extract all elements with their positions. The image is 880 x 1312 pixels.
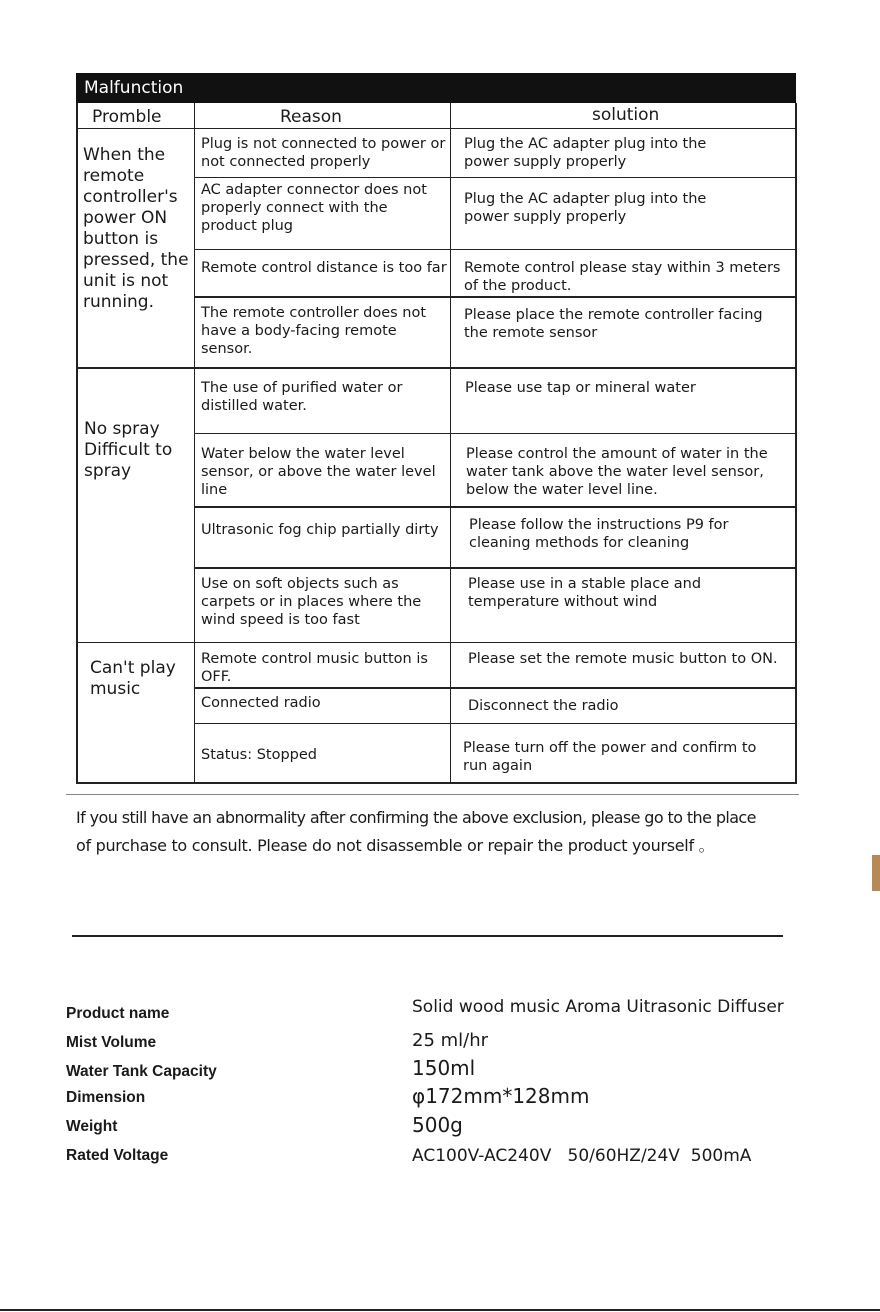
group-divider-2 [76,642,796,643]
problem-spray: No spray Difficult to spray [84,419,173,481]
row-divider [194,249,796,250]
page-edge-tab [872,855,880,891]
table-border-left [76,103,78,783]
solution-cell: Plug the AC adapter plug into the power supply properly [464,191,707,225]
solution-cell: Please control the amount of water in the water tank above the water level sensor, below the water level line. [466,446,768,498]
solution-cell: Please use in a stable place and temperature without wind [468,576,702,610]
solution-cell: Remote control please stay within 3 meters of the product. [464,260,781,294]
col-divider-2 [450,103,451,783]
row-divider [194,433,796,434]
spec-label-mist-volume: Mist Volume [66,1034,157,1051]
spec-label-rated-voltage: Rated Voltage [66,1147,169,1164]
solution-cell: Please place the remote controller facing the remote sensor [464,307,763,341]
reason-cell: Connected radio [201,695,321,711]
spec-label-dimension: Dimension [66,1089,146,1106]
solution-cell: Please use tap or mineral water [465,380,696,396]
spec-value-dimension: φ172mm*128mm [412,1084,590,1108]
malfunction-header [76,73,796,103]
table-title: Malfunction [84,78,184,98]
reason-cell: Use on soft objects such as carpets or in places where the wind speed is too fast [201,576,422,628]
reason-cell: Ultrasonic fog chip partially dirty [201,522,439,538]
row-divider [194,177,796,178]
note-separator [66,794,799,795]
row-divider [194,506,796,508]
reason-cell: Remote control distance is too far [201,260,447,276]
spec-label-weight: Weight [66,1118,118,1135]
reason-cell: The use of purified water or distilled water. [201,380,403,414]
row-divider [194,296,796,298]
reason-cell: AC adapter connector does not properly connect with the product plug [201,182,427,234]
problem-power: When the remote controller's power ON button is pressed, the unit is not running. [83,145,189,312]
row-divider [194,567,796,569]
solution-cell: Disconnect the radio [468,698,619,714]
note-line-2: of purchase to consult. Please do not disassemble or repair the product yourself 。 [76,836,715,855]
solution-cell: Please set the remote music button to ON. [468,651,778,667]
section-divider [72,935,783,937]
spec-value-rated-voltage: AC100V-AC240V 50/60HZ/24V 500mA [412,1146,752,1166]
page-bottom-rule [0,1309,880,1311]
header-solution: solution [592,105,660,125]
reason-cell: Remote control music button is OFF. [201,651,428,685]
solution-cell: Please follow the instructions P9 for cleaning methods for cleaning [469,517,729,551]
reason-cell: Water below the water level sensor, or above the water level line [201,446,436,498]
table-border-right [795,103,797,783]
table-border-bottom [76,782,797,784]
reason-cell: The remote controller does not have a body-facing remote sensor. [201,305,427,357]
spec-value-water-tank: 150ml [412,1056,476,1080]
spec-label-product-name: Product name [66,1005,170,1022]
spec-value-product-name: Solid wood music Aroma Uitrasonic Diffuser [412,997,784,1017]
spec-label-water-tank: Water Tank Capacity [66,1063,217,1080]
header-problem: Promble [92,107,162,127]
reason-cell: Plug is not connected to power or not connected properly [201,136,446,170]
note-line-1: If you still have an abnormality after confirming the above exclusion, please go to the place [76,808,756,827]
reason-cell: Status: Stopped [201,747,317,763]
problem-music: Can't play music [90,658,176,699]
header-divider [76,128,796,129]
row-divider [194,723,796,724]
header-reason: Reason [280,107,342,127]
col-divider-1 [194,103,195,783]
spec-value-weight: 500g [412,1113,463,1137]
solution-cell: Please turn off the power and confirm to run again [463,740,757,774]
row-divider [194,687,796,689]
spec-value-mist-volume: 25 ml/hr [412,1030,489,1051]
group-divider-1 [76,367,796,369]
solution-cell: Plug the AC adapter plug into the power supply properly [464,136,707,170]
